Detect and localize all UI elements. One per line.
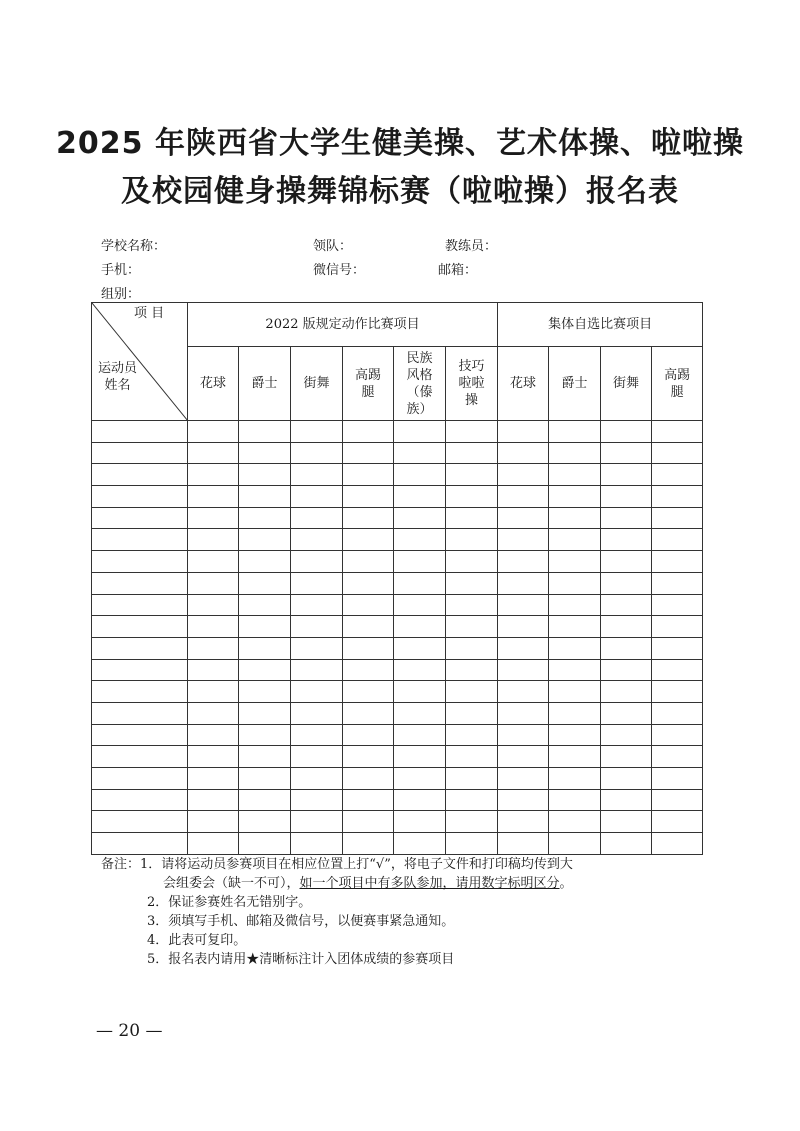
event-check-cell[interactable] [394, 442, 446, 464]
event-check-cell[interactable] [394, 681, 446, 703]
event-check-cell[interactable] [498, 659, 549, 681]
event-check-cell[interactable] [549, 572, 601, 594]
event-check-cell[interactable] [394, 702, 446, 724]
event-check-cell[interactable] [343, 551, 394, 573]
table-row [92, 681, 703, 703]
event-check-cell[interactable] [446, 811, 498, 833]
event-check-cell[interactable] [343, 833, 394, 855]
event-check-cell[interactable] [549, 833, 601, 855]
event-check-cell[interactable] [188, 746, 239, 768]
table-row [92, 789, 703, 811]
athlete-name-cell[interactable] [92, 616, 188, 638]
event-check-cell[interactable] [549, 659, 601, 681]
event-check-cell[interactable] [291, 724, 343, 746]
event-check-cell[interactable] [601, 507, 652, 529]
table-row [92, 551, 703, 573]
event-check-cell[interactable] [549, 486, 601, 508]
event-check-cell[interactable] [446, 507, 498, 529]
remarks-label: 备注： [101, 857, 141, 872]
table-row [92, 659, 703, 681]
event-check-cell[interactable] [446, 702, 498, 724]
event-check-cell[interactable] [652, 594, 703, 616]
event-check-cell[interactable] [549, 768, 601, 790]
event-check-cell[interactable] [601, 464, 652, 486]
event-check-cell[interactable] [652, 421, 703, 443]
event-check-cell[interactable] [652, 486, 703, 508]
event-check-cell[interactable] [291, 464, 343, 486]
event-check-cell[interactable] [239, 551, 291, 573]
free-event-header-1: 花球 [498, 347, 549, 421]
event-check-cell[interactable] [652, 442, 703, 464]
event-check-cell[interactable] [291, 529, 343, 551]
athlete-name-cell[interactable] [92, 421, 188, 443]
event-check-cell[interactable] [601, 551, 652, 573]
event-check-cell[interactable] [291, 594, 343, 616]
event-check-cell[interactable] [446, 464, 498, 486]
event-check-cell[interactable] [498, 616, 549, 638]
note-2: 2．保证参赛姓名无错别字。 [147, 895, 312, 910]
athlete-name-cell[interactable] [92, 746, 188, 768]
event-check-cell[interactable] [188, 464, 239, 486]
event-check-cell[interactable] [549, 594, 601, 616]
event-check-cell[interactable] [291, 486, 343, 508]
event-check-cell[interactable] [498, 442, 549, 464]
event-check-cell[interactable] [652, 637, 703, 659]
event-check-cell[interactable] [188, 421, 239, 443]
event-check-cell[interactable] [601, 768, 652, 790]
event-check-cell[interactable] [601, 442, 652, 464]
event-check-cell[interactable] [343, 659, 394, 681]
item-header-label: 项 目 [134, 306, 165, 321]
event-check-cell[interactable] [343, 442, 394, 464]
athlete-name-cell[interactable] [92, 572, 188, 594]
event-check-cell[interactable] [498, 833, 549, 855]
event-check-cell[interactable] [291, 507, 343, 529]
event-check-cell[interactable] [652, 572, 703, 594]
event-check-cell[interactable] [188, 659, 239, 681]
event-check-cell[interactable] [446, 724, 498, 746]
event-check-cell[interactable] [291, 746, 343, 768]
event-check-cell[interactable] [239, 789, 291, 811]
event-check-cell[interactable] [239, 442, 291, 464]
free-event-header-4: 高踢 腿 [652, 347, 703, 421]
event-check-cell[interactable] [652, 616, 703, 638]
event-check-cell[interactable] [239, 529, 291, 551]
event-check-cell[interactable] [652, 746, 703, 768]
note-1a: 1．请将运动员参赛项目在相应位置上打“√”，将电子文件和打印稿均传到大 [140, 857, 573, 872]
form-title-line-2: 及校园健身操舞锦标赛（啦啦操）报名表 [121, 174, 679, 209]
event-check-cell[interactable] [343, 768, 394, 790]
event-check-cell[interactable] [601, 421, 652, 443]
event-check-cell[interactable] [498, 681, 549, 703]
event-check-cell[interactable] [394, 421, 446, 443]
table-row [92, 486, 703, 508]
event-check-cell[interactable] [394, 551, 446, 573]
event-check-cell[interactable] [446, 486, 498, 508]
table-row [92, 529, 703, 551]
event-check-cell[interactable] [652, 811, 703, 833]
event-check-cell[interactable] [652, 529, 703, 551]
note-4: 4．此表可复印。 [147, 933, 247, 948]
event-check-cell[interactable] [498, 746, 549, 768]
event-check-cell[interactable] [601, 724, 652, 746]
table-row [92, 594, 703, 616]
event-check-cell[interactable] [188, 789, 239, 811]
table-row [92, 768, 703, 790]
event-check-cell[interactable] [291, 789, 343, 811]
table-row [92, 702, 703, 724]
athlete-name-cell[interactable] [92, 464, 188, 486]
event-check-cell[interactable] [394, 529, 446, 551]
event-check-cell[interactable] [549, 551, 601, 573]
event-check-cell[interactable] [652, 681, 703, 703]
event-check-cell[interactable] [549, 442, 601, 464]
event-check-cell[interactable] [291, 572, 343, 594]
event-check-cell[interactable] [498, 724, 549, 746]
event-check-cell[interactable] [239, 768, 291, 790]
athlete-name-cell[interactable] [92, 833, 188, 855]
event-check-cell[interactable] [291, 702, 343, 724]
event-check-cell[interactable] [394, 659, 446, 681]
table-row [92, 746, 703, 768]
event-check-cell[interactable] [343, 681, 394, 703]
event-check-cell[interactable] [601, 746, 652, 768]
event-check-cell[interactable] [601, 702, 652, 724]
event-check-cell[interactable] [652, 833, 703, 855]
event-check-cell[interactable] [446, 746, 498, 768]
event-check-cell[interactable] [601, 616, 652, 638]
event-check-cell[interactable] [601, 486, 652, 508]
event-check-cell[interactable] [239, 572, 291, 594]
event-check-cell[interactable] [394, 768, 446, 790]
table-row [92, 811, 703, 833]
form-title-line-1: 2025 年陕西省大学生健美操、艺术体操、啦啦操 [56, 126, 744, 161]
event-check-cell[interactable] [498, 529, 549, 551]
event-check-cell[interactable] [394, 572, 446, 594]
event-check-cell[interactable] [343, 421, 394, 443]
event-check-cell[interactable] [601, 811, 652, 833]
event-check-cell[interactable] [291, 811, 343, 833]
compulsory-event-header-2: 爵士 [239, 347, 291, 421]
event-check-cell[interactable] [601, 572, 652, 594]
event-check-cell[interactable] [291, 833, 343, 855]
event-check-cell[interactable] [188, 442, 239, 464]
event-check-cell[interactable] [498, 486, 549, 508]
event-check-cell[interactable] [291, 616, 343, 638]
event-check-cell[interactable] [498, 811, 549, 833]
event-check-cell[interactable] [188, 507, 239, 529]
event-check-cell[interactable] [549, 529, 601, 551]
email-label: 邮箱： [438, 263, 478, 278]
event-check-cell[interactable] [549, 811, 601, 833]
athlete-name-cell[interactable] [92, 789, 188, 811]
event-check-cell[interactable] [652, 768, 703, 790]
event-check-cell[interactable] [343, 746, 394, 768]
event-check-cell[interactable] [188, 833, 239, 855]
event-check-cell[interactable] [446, 833, 498, 855]
corner-header-cell [92, 303, 188, 421]
note-1b-end: 。 [559, 876, 573, 891]
event-check-cell[interactable] [239, 637, 291, 659]
event-check-cell[interactable] [239, 659, 291, 681]
event-check-cell[interactable] [652, 702, 703, 724]
event-check-cell[interactable] [239, 507, 291, 529]
athlete-name-cell[interactable] [92, 637, 188, 659]
event-check-cell[interactable] [549, 681, 601, 703]
athlete-name-cell[interactable] [92, 702, 188, 724]
event-check-cell[interactable] [239, 724, 291, 746]
event-check-cell[interactable] [239, 833, 291, 855]
event-check-cell[interactable] [601, 659, 652, 681]
team-leader-label: 领队： [313, 239, 353, 254]
table-row [92, 464, 703, 486]
event-check-cell[interactable] [601, 681, 652, 703]
athlete-name-cell[interactable] [92, 442, 188, 464]
event-check-cell[interactable] [446, 659, 498, 681]
event-check-cell[interactable] [446, 572, 498, 594]
note-1b-underlined: 如一个项目中有多队参加，请用数字标明区分 [299, 876, 560, 891]
event-check-cell[interactable] [601, 833, 652, 855]
event-check-cell[interactable] [394, 507, 446, 529]
event-check-cell[interactable] [343, 789, 394, 811]
free-event-header-2: 爵士 [549, 347, 601, 421]
event-check-cell[interactable] [601, 637, 652, 659]
event-check-cell[interactable] [188, 702, 239, 724]
coach-label: 教练员： [445, 239, 498, 254]
event-check-cell[interactable] [239, 702, 291, 724]
event-check-cell[interactable] [239, 811, 291, 833]
event-check-cell[interactable] [446, 442, 498, 464]
event-check-cell[interactable] [394, 464, 446, 486]
athlete-name-cell[interactable] [92, 507, 188, 529]
event-check-cell[interactable] [446, 789, 498, 811]
athlete-name-cell[interactable] [92, 529, 188, 551]
event-check-cell[interactable] [498, 464, 549, 486]
athlete-name-cell[interactable] [92, 768, 188, 790]
event-check-cell[interactable] [188, 768, 239, 790]
event-check-cell[interactable] [652, 507, 703, 529]
event-check-cell[interactable] [601, 789, 652, 811]
event-check-cell[interactable] [549, 789, 601, 811]
event-check-cell[interactable] [188, 529, 239, 551]
event-check-cell[interactable] [446, 529, 498, 551]
event-check-cell[interactable] [549, 464, 601, 486]
athlete-name-cell[interactable] [92, 811, 188, 833]
event-check-cell[interactable] [343, 811, 394, 833]
note-5: 5．报名表内请用★清晰标注计入团体成绩的参赛项目 [147, 952, 455, 967]
event-check-cell[interactable] [343, 572, 394, 594]
event-check-cell[interactable] [291, 421, 343, 443]
event-check-cell[interactable] [498, 507, 549, 529]
event-check-cell[interactable] [188, 637, 239, 659]
event-check-cell[interactable] [188, 551, 239, 573]
event-check-cell[interactable] [239, 421, 291, 443]
athlete-name-cell[interactable] [92, 724, 188, 746]
event-check-cell[interactable] [343, 724, 394, 746]
table-row [92, 833, 703, 855]
event-check-cell[interactable] [239, 486, 291, 508]
event-check-cell[interactable] [291, 551, 343, 573]
event-check-cell[interactable] [343, 616, 394, 638]
athlete-name-header-label: 运动员 姓名 [98, 361, 138, 393]
event-check-cell[interactable] [549, 724, 601, 746]
event-check-cell[interactable] [291, 659, 343, 681]
phone-label: 手机： [101, 263, 141, 278]
event-check-cell[interactable] [549, 507, 601, 529]
event-check-cell[interactable] [343, 637, 394, 659]
wechat-label: 微信号： [313, 263, 366, 278]
event-check-cell[interactable] [343, 529, 394, 551]
event-check-cell[interactable] [291, 442, 343, 464]
event-check-cell[interactable] [446, 421, 498, 443]
event-check-cell[interactable] [549, 746, 601, 768]
event-check-cell[interactable] [291, 768, 343, 790]
event-check-cell[interactable] [291, 681, 343, 703]
event-check-cell[interactable] [394, 811, 446, 833]
table-row [92, 637, 703, 659]
event-check-cell[interactable] [188, 811, 239, 833]
event-check-cell[interactable] [498, 594, 549, 616]
compulsory-event-header-1: 花球 [188, 347, 239, 421]
athlete-name-cell[interactable] [92, 681, 188, 703]
event-check-cell[interactable] [446, 681, 498, 703]
event-check-cell[interactable] [601, 529, 652, 551]
event-check-cell[interactable] [343, 594, 394, 616]
event-check-cell[interactable] [446, 616, 498, 638]
event-check-cell[interactable] [188, 724, 239, 746]
event-check-cell[interactable] [652, 551, 703, 573]
table-row [92, 724, 703, 746]
athlete-name-cell[interactable] [92, 594, 188, 616]
event-check-cell[interactable] [446, 551, 498, 573]
remarks [101, 855, 573, 969]
event-check-cell[interactable] [239, 464, 291, 486]
event-check-cell[interactable] [394, 486, 446, 508]
event-check-cell[interactable] [446, 768, 498, 790]
event-check-cell[interactable] [188, 616, 239, 638]
event-check-cell[interactable] [652, 789, 703, 811]
table-row [92, 507, 703, 529]
event-check-cell[interactable] [446, 594, 498, 616]
event-check-cell[interactable] [394, 724, 446, 746]
event-check-cell[interactable] [498, 551, 549, 573]
event-check-cell[interactable] [239, 594, 291, 616]
event-check-cell[interactable] [394, 746, 446, 768]
compulsory-event-header-3: 街舞 [291, 347, 343, 421]
event-check-cell[interactable] [549, 702, 601, 724]
free-choice-events-header: 集体自选比赛项目 [498, 303, 703, 347]
event-check-cell[interactable] [188, 681, 239, 703]
event-check-cell[interactable] [652, 464, 703, 486]
athlete-name-cell[interactable] [92, 659, 188, 681]
compulsory-event-header-4: 高踢 腿 [343, 347, 394, 421]
event-check-cell[interactable] [498, 768, 549, 790]
event-check-cell[interactable] [188, 594, 239, 616]
group-label: 组别： [101, 287, 141, 302]
table-row [92, 421, 703, 443]
event-check-cell[interactable] [343, 507, 394, 529]
event-check-cell[interactable] [394, 594, 446, 616]
table-row [92, 616, 703, 638]
event-check-cell[interactable] [601, 594, 652, 616]
event-check-cell[interactable] [343, 486, 394, 508]
event-check-cell[interactable] [188, 486, 239, 508]
athlete-name-cell[interactable] [92, 486, 188, 508]
event-check-cell[interactable] [549, 637, 601, 659]
event-check-cell[interactable] [343, 702, 394, 724]
note-3: 3．须填写手机、邮箱及微信号，以便赛事紧急通知。 [147, 914, 455, 929]
event-check-cell[interactable] [652, 724, 703, 746]
event-check-cell[interactable] [394, 637, 446, 659]
event-check-cell[interactable] [394, 616, 446, 638]
event-check-cell[interactable] [498, 572, 549, 594]
compulsory-event-header-5: 民族 风格 （傣 族） [394, 347, 446, 421]
event-check-cell[interactable] [498, 421, 549, 443]
note-1b: 会组委会（缺一不可）， [163, 876, 300, 891]
athlete-name-cell[interactable] [92, 551, 188, 573]
event-check-cell[interactable] [239, 746, 291, 768]
event-check-cell[interactable] [652, 659, 703, 681]
event-check-cell[interactable] [343, 464, 394, 486]
event-check-cell[interactable] [394, 833, 446, 855]
event-check-cell[interactable] [498, 637, 549, 659]
event-check-cell[interactable] [549, 421, 601, 443]
compulsory-event-header-6: 技巧 啦啦 操 [446, 347, 498, 421]
event-check-cell[interactable] [446, 637, 498, 659]
registration-table [91, 302, 703, 855]
event-check-cell[interactable] [549, 616, 601, 638]
event-check-cell[interactable] [291, 637, 343, 659]
event-check-cell[interactable] [239, 616, 291, 638]
event-check-cell[interactable] [188, 572, 239, 594]
event-check-cell[interactable] [394, 789, 446, 811]
table-row [92, 442, 703, 464]
event-check-cell[interactable] [498, 702, 549, 724]
page-number: — 20 — [96, 1021, 163, 1041]
school-name-label: 学校名称： [101, 239, 167, 254]
compulsory-events-header: 2022 版规定动作比赛项目 [188, 303, 498, 347]
free-event-header-3: 街舞 [601, 347, 652, 421]
table-row [92, 572, 703, 594]
event-check-cell[interactable] [498, 789, 549, 811]
event-check-cell[interactable] [239, 681, 291, 703]
